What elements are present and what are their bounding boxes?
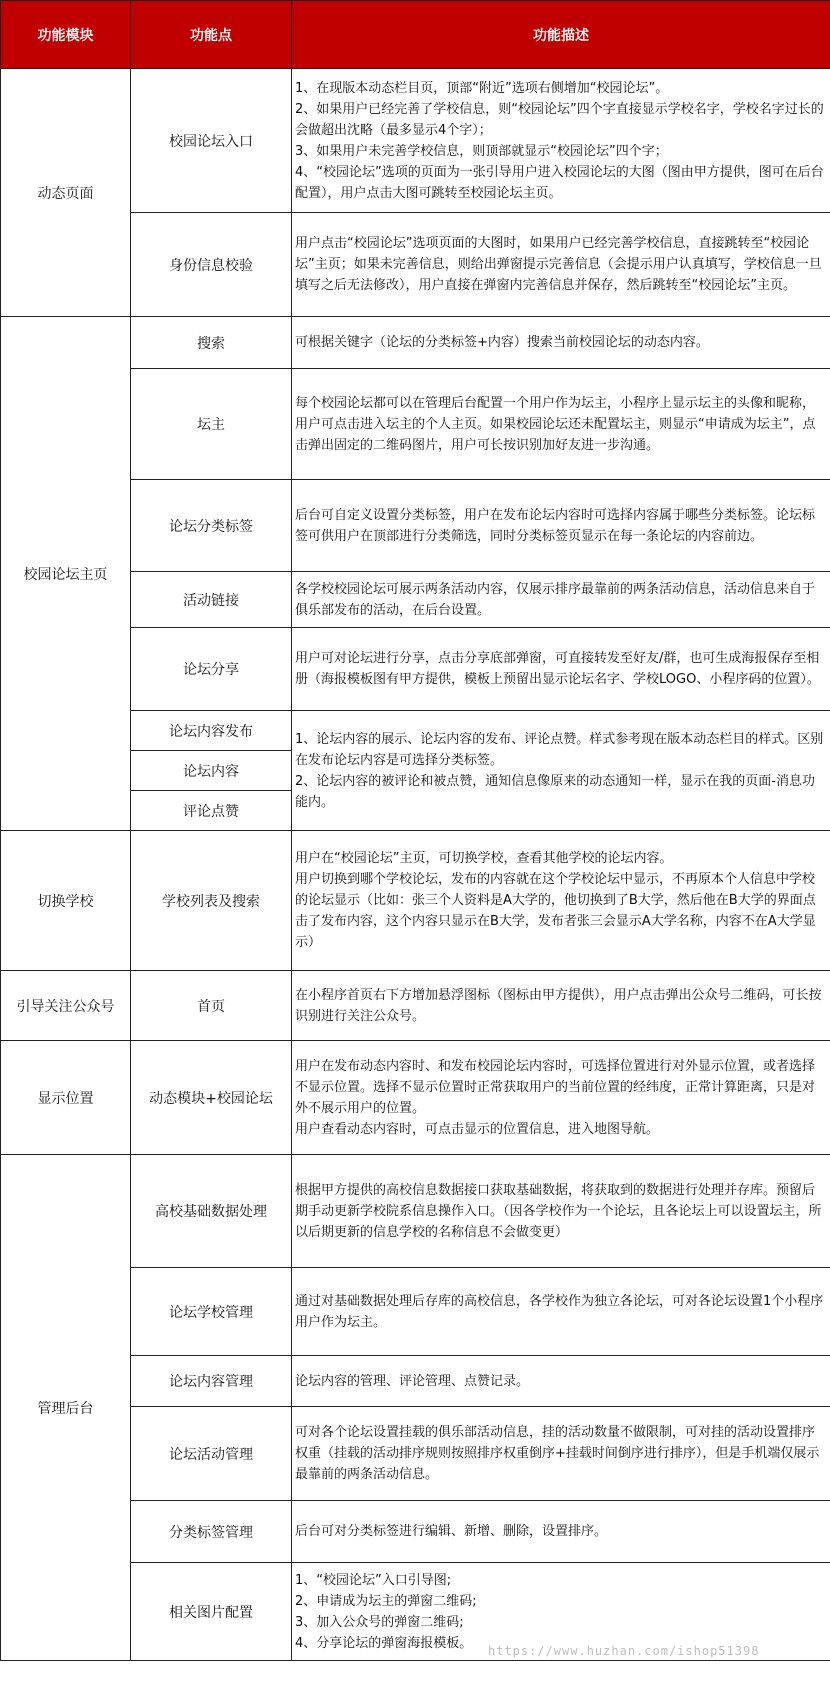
table-row (1, 1155, 830, 1268)
description-cell (292, 971, 830, 1041)
description-line: 根据甲方提供的高校信息数据接口获取基础数据，将获取到的数据进行处理并存库。预留后期手动更新学校院系信息操作入口。（因各学校作为一个论坛，且各论坛上可以设置坛主，所以后期更新的信息学校的名称信息不会做变更） (295, 1182, 822, 1240)
point-cell: 论坛内容管理 (131, 1356, 292, 1407)
table-row (1, 1041, 830, 1155)
description-line: 3、如果用户未完善学校信息，则顶部就显示“校园论坛”四个字； (295, 143, 668, 159)
module-cell: 管理后台 (1, 1155, 131, 1661)
description-line: 2、申请成为坛主的弹窗二维码; (295, 1593, 477, 1609)
table-row (1, 971, 830, 1041)
description-line: 论坛内容的管理、评论管理、点赞记录。 (295, 1373, 530, 1389)
description-line: 在小程序首页右下方增加悬浮图标（图标由甲方提供），用户点击弹出公众号二维码，可长按识别进行关注公众号。 (295, 987, 822, 1024)
description-line: 2、论坛内容的被评论和被点赞，通知信息像原来的动态通知一样，显示在我的页面-消息功能内。 (295, 773, 815, 810)
point-cell: 论坛活动管理 (131, 1407, 292, 1501)
point-cell: 论坛内容 (131, 751, 292, 791)
description-cell (292, 317, 830, 369)
description-cell (292, 1563, 830, 1661)
point-cell: 论坛分类标签 (131, 480, 292, 572)
description-line: 1、“校园论坛”入口引导图; (295, 1572, 452, 1588)
description-cell (292, 628, 830, 711)
watermark-text: https://www.huzhan.com/ishop51398 (488, 1644, 760, 1658)
description-cell (292, 1268, 830, 1356)
description-line: 1、在现版本动态栏目页，顶部“附近”选项右侧增加“校园论坛”。 (295, 80, 669, 96)
point-cell: 相关图片配置 (131, 1563, 292, 1661)
module-cell: 动态页面 (1, 69, 131, 317)
description-cell (292, 711, 830, 831)
point-cell: 坛主 (131, 369, 292, 480)
description-line: 2、如果用户已经完善了学校信息，则“校园论坛”四个字直接显示学校名字，学校名字过长的会做超出沈略（最多显示4个字）； (295, 101, 824, 138)
header-point: 功能点 (131, 1, 292, 69)
description-cell (292, 1501, 830, 1563)
point-cell: 论坛学校管理 (131, 1268, 292, 1356)
description-line: 可对各个论坛设置挂载的俱乐部活动信息，挂的活动数量不做限制，可对挂的活动设置排序权重（挂载的活动排序规则按照排序权重倒序+挂载时间倒序进行排序），但是手机端仅展示最靠前的两条活动信息。 (295, 1425, 820, 1482)
point-cell: 学校列表及搜索 (131, 831, 292, 971)
description-cell (292, 1356, 830, 1407)
table-row (1, 831, 830, 971)
point-cell: 论坛内容发布 (131, 711, 292, 751)
description-cell (292, 572, 830, 628)
description-line: 4、分享论坛的弹窗海报模板。 (295, 1635, 473, 1651)
description-cell (292, 69, 830, 213)
module-cell: 切换学校 (1, 831, 131, 971)
description-cell (292, 369, 830, 480)
module-cell: 校园论坛主页 (1, 317, 131, 831)
point-cell: 搜索 (131, 317, 292, 369)
point-cell: 论坛分享 (131, 628, 292, 711)
point-cell: 首页 (131, 971, 292, 1041)
description-line: 3、加入公众号的弹窗二维码; (295, 1614, 464, 1630)
header-description: 功能描述 (292, 1, 830, 69)
description-cell (292, 1407, 830, 1501)
table-header-row (1, 1, 830, 69)
header-module: 功能模块 (1, 1, 131, 69)
description-line: 4、“校园论坛”选项的页面为一张引导用户进入校园论坛的大图（图由甲方提供，图可在后台配置），用户点击大图可跳转至校园论坛主页。 (295, 164, 824, 201)
description-cell (292, 1041, 830, 1155)
point-cell: 活动链接 (131, 572, 292, 628)
description-line: 用户点击“校园论坛”选项页面的大图时，如果用户已经完善学校信息，直接跳转至“校园论坛”主页；如果未完善信息，则给出弹窗提示完善信息（会提示用户认真填写，学校信息一旦填写之后无法修改），用户直接在弹窗内完善信息并保存，然后跳转至“校园论坛”主页。 (295, 236, 822, 293)
module-cell: 显示位置 (1, 1041, 131, 1155)
description-line: 通过对基础数据处理后存库的高校信息，各学校作为独立各论坛，可对各论坛设置1个小程序用户作为坛主。 (295, 1293, 824, 1330)
description-line: 用户查看动态内容时，可点击显示的位置信息，进入地图导航。 (295, 1121, 660, 1137)
description-line: 1、论坛内容的展示、论坛内容的发布、评论点赞。样式参考现在版本动态栏目的样式。区别在发布论坛内容是可选择分类标签。 (295, 731, 824, 768)
point-cell: 高校基础数据处理 (131, 1155, 292, 1268)
description-line: 用户在发布动态内容时、和发布校园论坛内容时，可选择位置进行对外显示位置，或者选择不显示位置。选择不显示位置时正常获取用户的当前位置的经纬度，正常计算距离，只是对外不展示用户的位置。 (295, 1058, 816, 1116)
description-line: 用户在“校园论坛”主页，可切换学校，查看其他学校的论坛内容。 (295, 851, 673, 866)
description-line: 各学校校园论坛可展示两条活动内容，仅展示排序最靠前的两条活动信息，活动信息来自于俱乐部发布的活动，在后台设置。 (295, 581, 816, 618)
point-cell: 身份信息校验 (131, 213, 292, 317)
table-row (1, 317, 830, 369)
module-cell: 引导关注公众号 (1, 971, 131, 1041)
description-cell (292, 1155, 830, 1268)
point-cell: 分类标签管理 (131, 1501, 292, 1563)
point-cell: 校园论坛入口 (131, 69, 292, 213)
point-cell: 评论点赞 (131, 791, 292, 831)
description-line: 用户可对论坛进行分享，点击分享底部弹窗，可直接转发至好友/群，也可生成海报保存至相册（海报模板图有甲方提供，模板上预留出显示论坛名字、学校LOGO、小程序码的位置）。 (295, 651, 820, 687)
description-cell (292, 480, 830, 572)
description-cell (292, 213, 830, 317)
description-line: 可根据关键字（论坛的分类标签+内容）搜索当前校园论坛的动态内容。 (295, 335, 709, 350)
description-cell (292, 831, 830, 971)
point-cell: 动态模块+校园论坛 (131, 1041, 292, 1155)
description-line: 用户切换到哪个学校论坛，发布的内容就在这个学校论坛中显示，不再原本个人信息中学校的论坛显示（比如：张三个人资料是A大学的，他切换到了B大学，然后他在B大学的界面点击了发布内容，这个内容只显示在B大学，发布者张三会显示A大学名称，内容不在A大学显示） (295, 872, 816, 950)
description-line: 每个校园论坛都可以在管理后台配置一个用户作为坛主，小程序上显示坛主的头像和昵称，用户可点击进入坛主的个人主页。如果校园论坛还未配置坛主，则显示“申请成为坛主”，点击弹出固定的二维码图片，用户可长按识别加好友进一步沟通。 (295, 395, 816, 453)
table-row (1, 69, 830, 213)
description-line: 后台可自定义设置分类标签，用户在发布论坛内容时可选择内容属于哪些分类标签。论坛标签可供用户在顶部进行分类筛选，同时分类标签页显示在每一条论坛的内容前边。 (295, 507, 816, 544)
description-line: 后台可对分类标签进行编辑、新增、删除，设置排序。 (295, 1524, 608, 1539)
